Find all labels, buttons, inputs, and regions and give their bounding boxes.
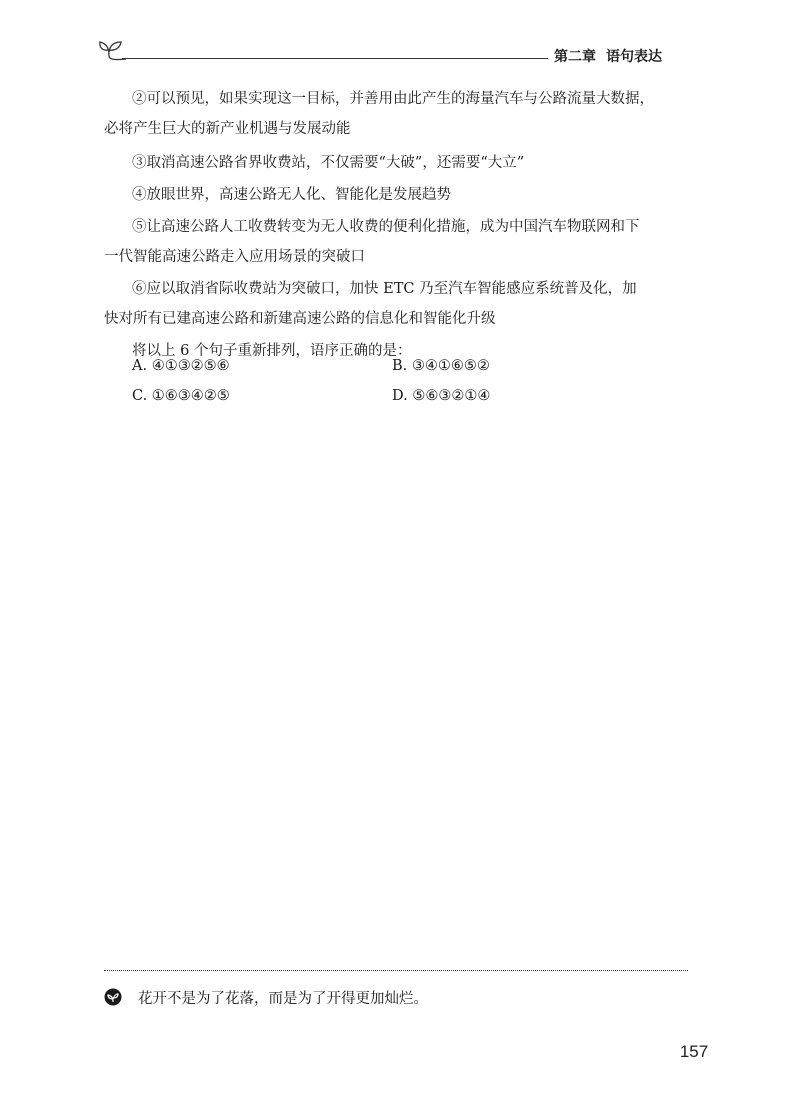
sprout-icon [96,34,126,64]
sprout-badge-icon [104,988,122,1006]
paragraph-line: ④放眼世界，高速公路无人化、智能化是发展趋势 [132,187,451,203]
chapter-label: 第二章 [554,49,596,65]
paragraph-line: 必将产生巨大的新产业机遇与发展动能 [104,121,351,137]
footer-motto: 花开不是为了花落，而是为了开得更加灿烂。 [138,991,428,1007]
question-prompt: 将以上 6 个句子重新排列，语序正确的是： [132,343,412,359]
paragraph-line: 一代智能高速公路走入应用场景的突破口 [104,249,365,265]
paragraph-line: ⑥应以取消省际收费站为突破口，加快 ETC 乃至汽车智能感应系统普及化，加 [132,281,637,297]
section-label: 语句表达 [606,49,662,65]
running-header [96,34,786,74]
paragraph-line: 快对所有已建高速公路和新建高速公路的信息化和智能化升级 [104,311,496,327]
option-a: A. ④①③②⑤⑥ [132,358,230,374]
page-number: 157 [679,1042,709,1061]
option-d: D. ⑤⑥③②①④ [392,388,491,404]
paragraph-line: ②可以预见，如果实现这一目标，并善用由此产生的海量汽车与公路流量大数据， [132,91,654,107]
chapter-title [548,46,800,66]
footer-divider [104,970,688,971]
paragraph-line: ③取消高速公路省界收费站，不仅需要“大破”，还需要“大立” [132,155,525,171]
paragraph-line: ⑤让高速公路人工收费转变为无人收费的便利化措施，成为中国汽车物联网和下 [132,219,640,235]
option-c: C. ①⑥③④②⑤ [132,388,230,404]
option-b: B. ③④①⑥⑤② [392,358,490,374]
